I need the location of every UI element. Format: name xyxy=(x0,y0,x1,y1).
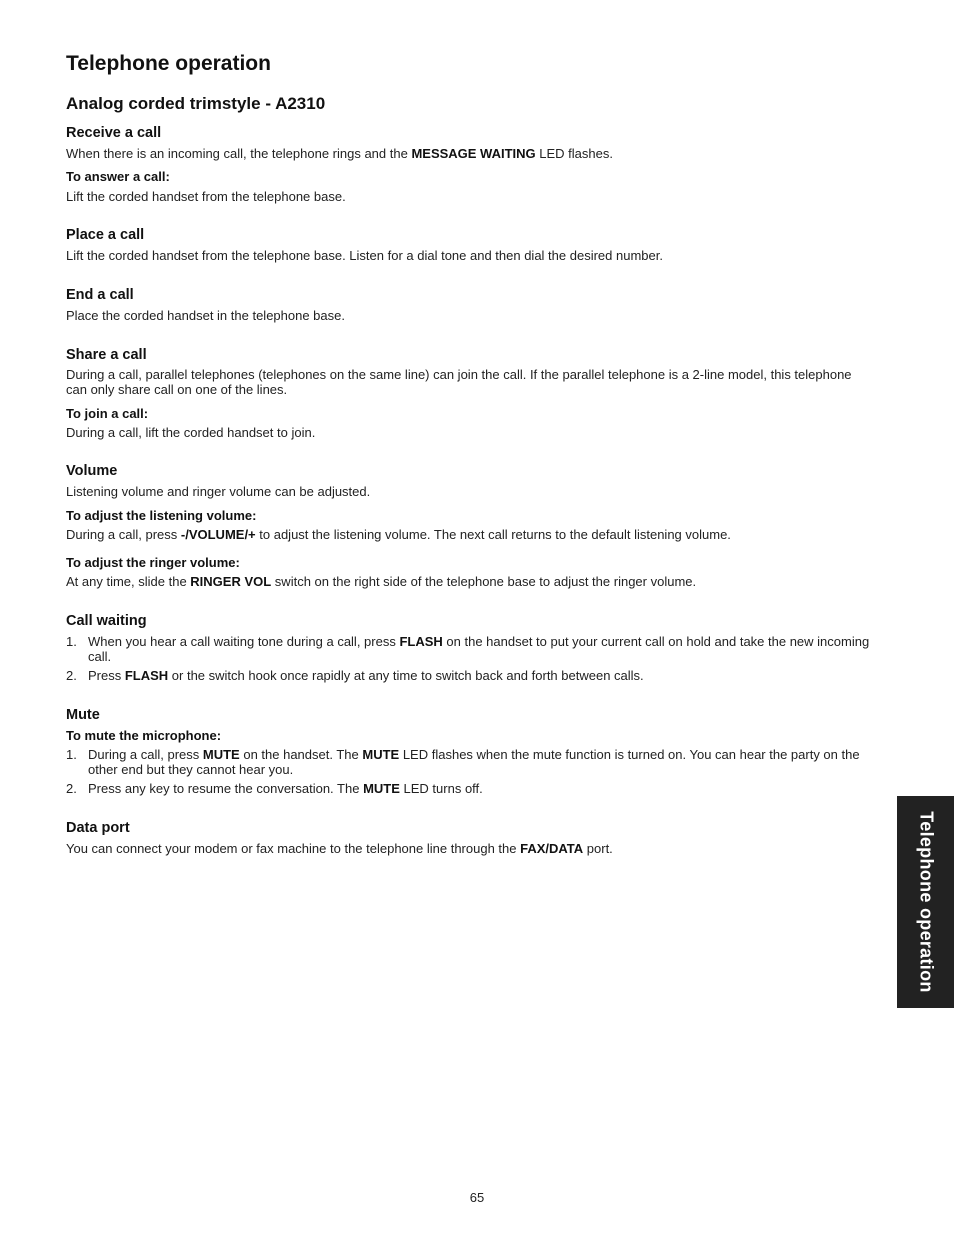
volume-key-label: -/VOLUME/+ xyxy=(180,527,256,542)
share-paragraph: During a call, parallel telephones (telephones on the same line) can join the call. If the parallel telephone is a 2-line model, this telephone can only share call on one of the lines. xyxy=(66,367,852,397)
volume-paragraph: Listening volume and ringer volume can be adjusted. xyxy=(66,484,371,499)
subheading-ringer-volume: To adjust the ringer volume: xyxy=(66,555,240,570)
join-paragraph: During a call, lift the corded handset to join. xyxy=(66,425,316,440)
place-paragraph: Lift the corded handset from the telephone base. Listen for a dial tone and then dial the desired number. xyxy=(66,248,663,263)
fax-data-label: FAX/DATA xyxy=(520,841,584,856)
heading-place-a-call: Place a call xyxy=(66,227,145,243)
ringer-vol-label: RINGER VOL xyxy=(190,574,272,589)
heading-receive-a-call: Receive a call xyxy=(66,125,162,141)
side-chapter-tab-label: Telephone operation xyxy=(916,811,936,993)
mute-led-label: MUTE xyxy=(363,781,400,796)
flash-key-label: FLASH xyxy=(124,668,169,683)
message-waiting-label: MESSAGE WAITING xyxy=(411,146,536,161)
subheading-answer-a-call: To answer a call: xyxy=(66,169,170,184)
page-number: 65 xyxy=(469,1190,485,1205)
receive-paragraph: When there is an incoming call, the telephone rings and the MESSAGE WAITING LED flashes. xyxy=(66,146,613,161)
heading-data-port: Data port xyxy=(66,820,130,836)
end-paragraph: Place the corded handset in the telephone base. xyxy=(66,308,345,323)
heading-call-waiting: Call waiting xyxy=(66,613,147,629)
page-title: Telephone operation xyxy=(66,52,271,75)
ringer-volume-paragraph: At any time, slide the RINGER VOL switch on the right side of the telephone base to adjust the ringer volume. xyxy=(66,574,697,589)
heading-volume: Volume xyxy=(66,463,118,479)
heading-end-a-call: End a call xyxy=(66,287,134,303)
subheading-join-a-call: To join a call: xyxy=(66,406,149,421)
answer-paragraph: Lift the corded handset from the telephone base. xyxy=(66,189,346,204)
listening-volume-paragraph: During a call, press -/VOLUME/+ to adjust the listening volume. The next call returns to the default listening volume. xyxy=(66,527,731,542)
subheading-listening-volume: To adjust the listening volume: xyxy=(66,508,257,523)
heading-mute: Mute xyxy=(66,707,100,723)
side-chapter-tab xyxy=(897,796,954,1008)
heading-share-a-call: Share a call xyxy=(66,347,147,363)
page-subtitle: Analog corded trimstyle - A2310 xyxy=(66,94,326,113)
flash-key-label: FLASH xyxy=(399,634,443,649)
mute-key-label: MUTE xyxy=(202,747,240,762)
mute-led-label: MUTE xyxy=(362,747,400,762)
data-port-paragraph: You can connect your modem or fax machine to the telephone line through the FAX/DATA port. xyxy=(66,841,613,856)
subheading-mute-microphone: To mute the microphone: xyxy=(66,728,222,743)
